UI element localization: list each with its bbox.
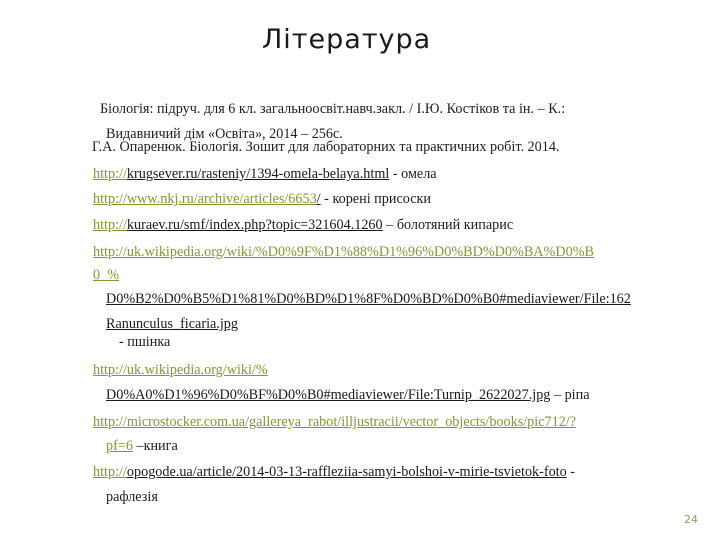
reference-8-link-line-2[interactable]: pf=6 — [106, 438, 133, 454]
reference-1-line-2: Видавничий дім «Освіта», 2014 – 256с. — [106, 126, 343, 142]
slide-title: Література — [262, 24, 432, 55]
reference-6-link-line-4[interactable]: Ranunculus_ficaria.jpg — [106, 316, 238, 332]
reference-5-note: – болотяний кипарис — [382, 217, 514, 233]
reference-4 — [93, 190, 431, 208]
reference-6-note: - пшінка — [119, 334, 171, 350]
reference-6-link-line-1[interactable]: http://uk.wikipedia.org/wiki/%D0%9F%D1%88%D1%96%D0%BD%D0%BA%D0%B — [93, 244, 594, 260]
reference-3-note: - омела — [389, 166, 437, 182]
reference-9-line-2: рафлезія — [106, 489, 158, 505]
reference-7-note: – ріпа — [550, 387, 590, 403]
reference-6-link-line-2[interactable]: 0_% — [93, 267, 120, 283]
reference-4-note: - корені присоски — [320, 191, 431, 207]
reference-7-link-line-1[interactable]: http://uk.wikipedia.org/wiki/% — [93, 362, 268, 378]
reference-8-line-2 — [106, 437, 178, 455]
reference-7-line-2 — [106, 386, 590, 404]
reference-8-note: –книга — [132, 438, 178, 454]
page-number: 24 — [684, 513, 698, 526]
reference-1-line-1: Біологія: підруч. для 6 кл. загальноосвіт.навч.закл. / І.Ю. Костіков та ін. – К.: — [100, 101, 566, 117]
reference-9-link-prefix[interactable]: http:// — [93, 464, 127, 480]
reference-3-link[interactable]: krugsever.ru/rasteniy/1394-omela-belaya.html — [126, 166, 390, 182]
reference-6-link-line-3[interactable]: D0%B2%D0%B5%D1%81%D0%BD%D1%8F%D0%BD%D0%B0#mediaviewer/File:162 — [106, 291, 631, 307]
reference-4-link-slash[interactable]: / — [316, 191, 321, 207]
reference-5-link-prefix[interactable]: http:// — [93, 217, 127, 233]
reference-4-link[interactable]: http://www.nkj.ru/archive/articles/6653 — [93, 191, 317, 207]
reference-2: Г.А. Опаренюк. Біологія. Зошит для лабораторних та практичних робіт. 2014. — [92, 139, 560, 155]
reference-3-link-prefix[interactable]: http:// — [93, 166, 127, 182]
reference-5-link[interactable]: kuraev.ru/smf/index.php?topic=321604.1260 — [126, 217, 383, 233]
reference-3 — [93, 165, 437, 183]
reference-9-link[interactable]: opogode.ua/article/2014-03-13-raffleziia-samyi-bolshoi-v-mirie-tsvietok-foto — [126, 464, 567, 480]
reference-9 — [93, 463, 575, 481]
reference-8-link-line-1[interactable]: http://microstocker.com.ua/gallereya_rabot/illjustracii/vector_objects/books/pic712/? — [93, 414, 577, 430]
reference-5 — [93, 216, 513, 234]
reference-9-note: - — [566, 464, 575, 480]
reference-7-link-line-2[interactable]: D0%A0%D1%96%D0%BF%D0%B0#mediaviewer/File:Turnip_2622027.jpg — [106, 387, 551, 403]
